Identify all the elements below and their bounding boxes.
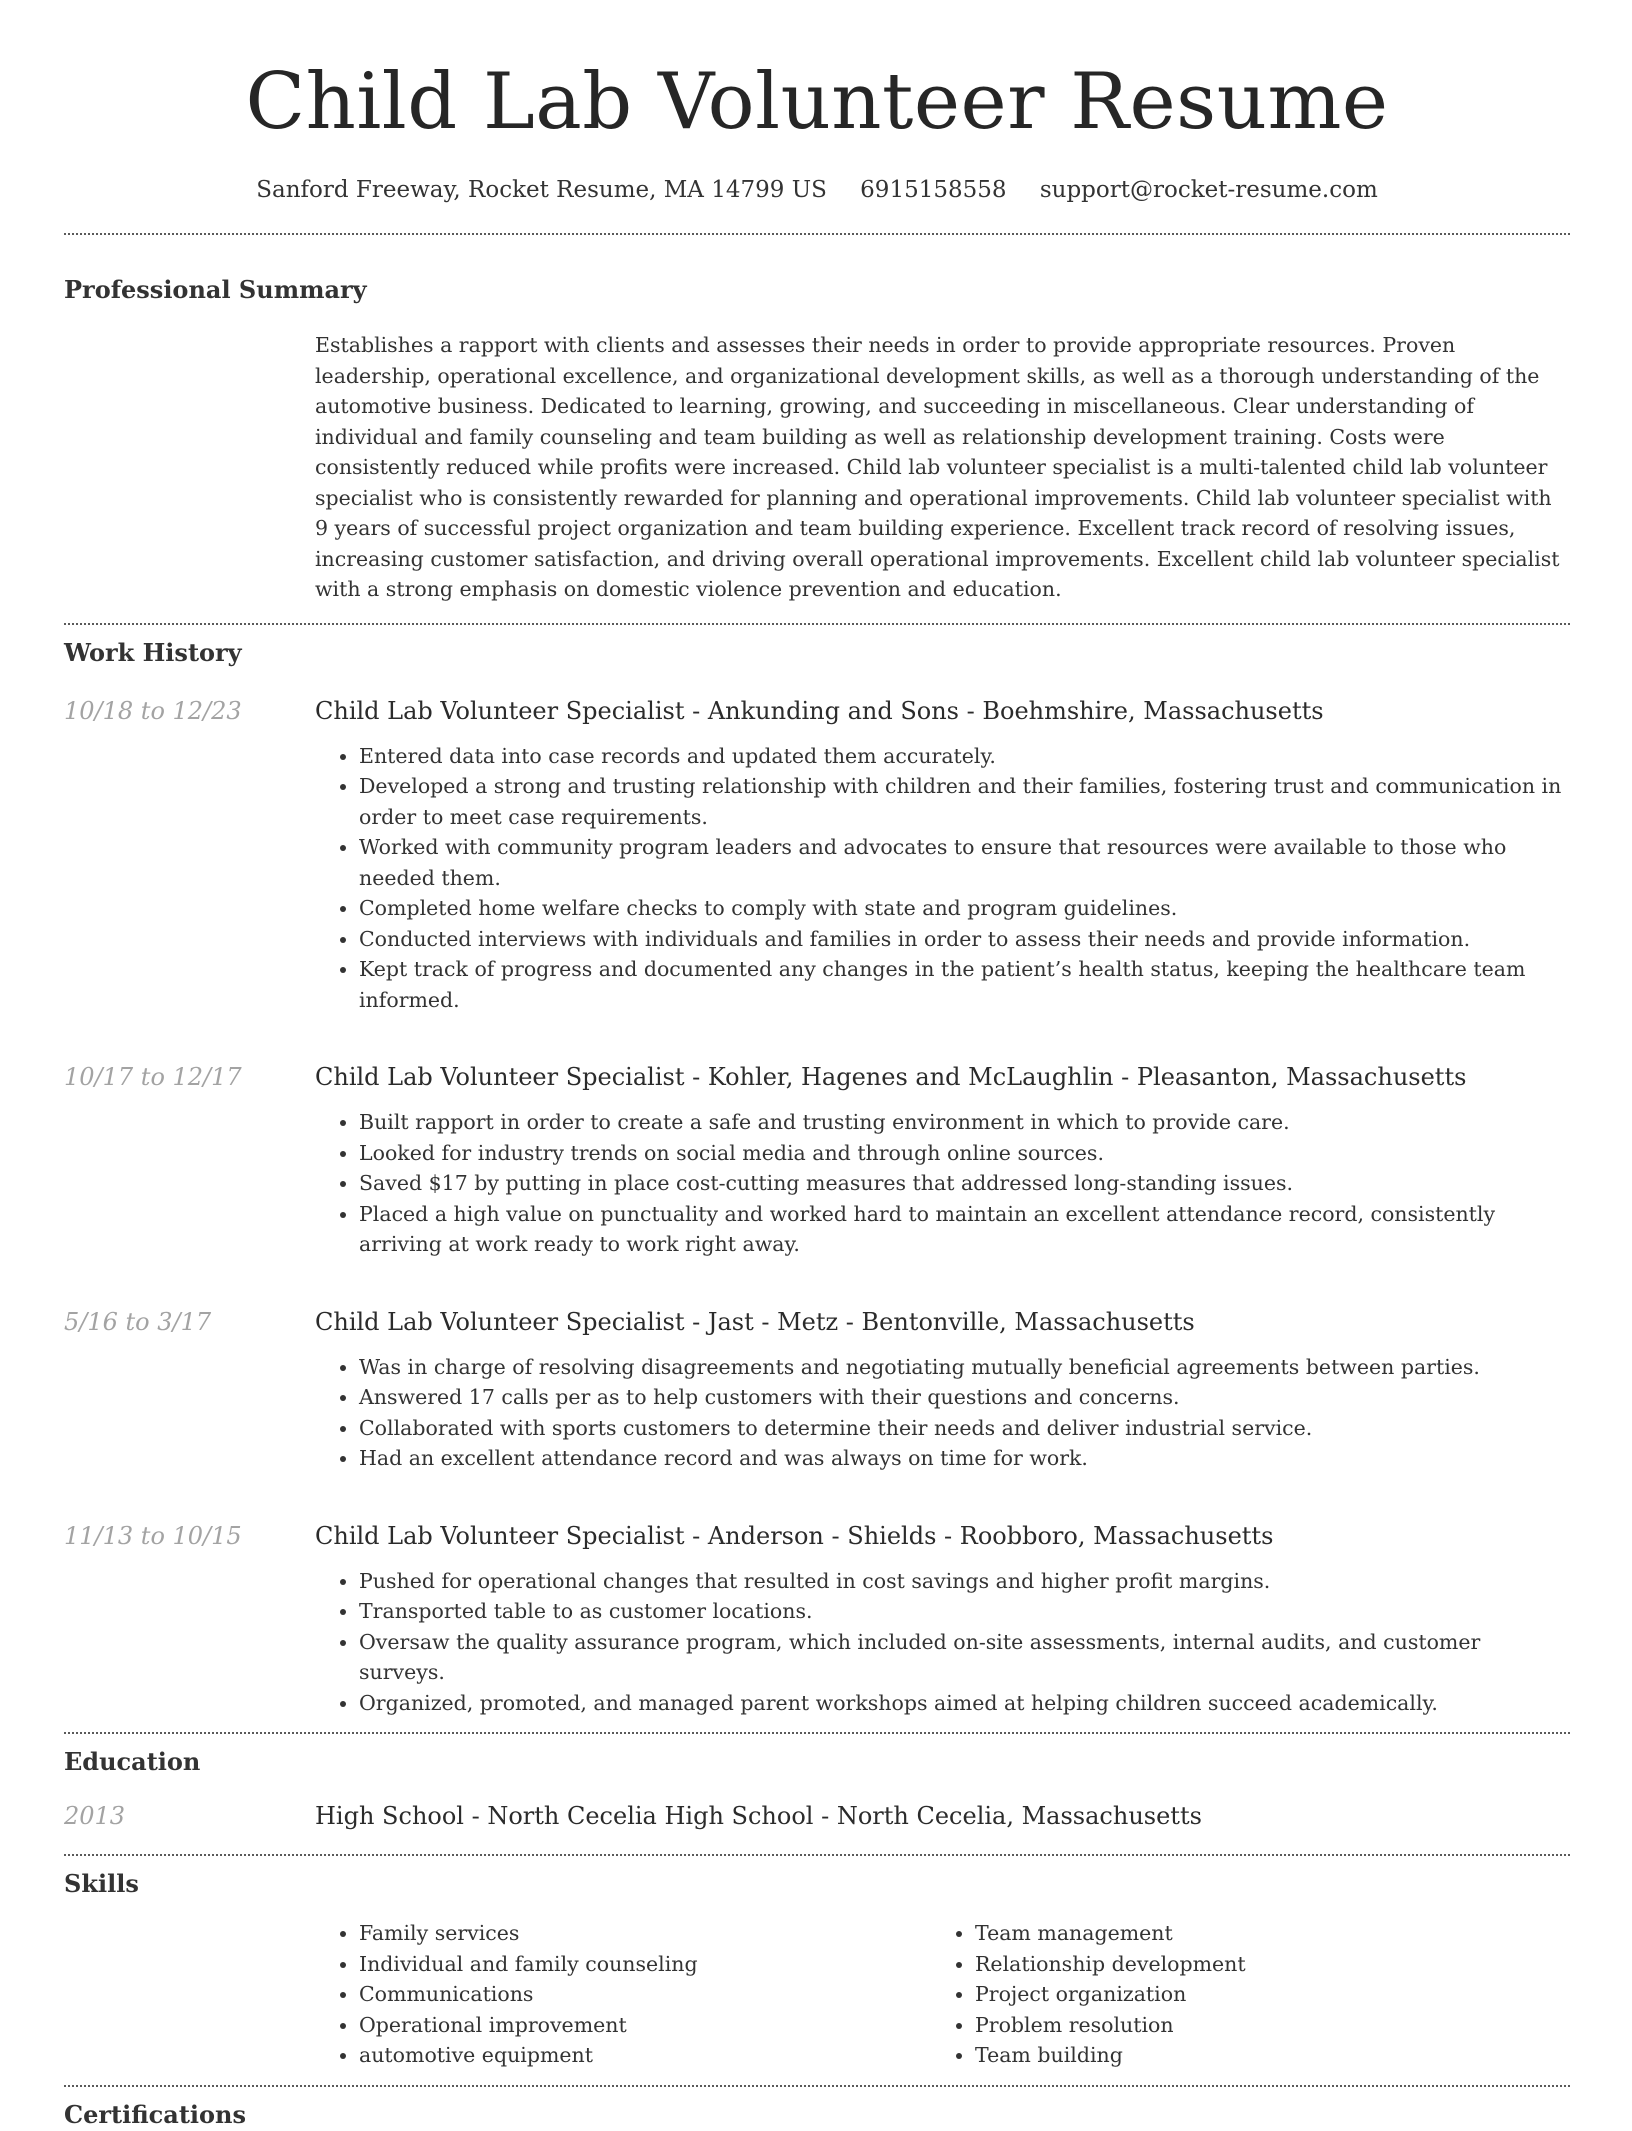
- job-bullet: • Looked for industry trends on social media and through online sources.: [359, 1138, 1570, 1169]
- summary-text: Establishes a rapport with clients and assesses their needs in order to provide appropriate resources. Proven leadership, operational excellence, and organizational development skills, as well as a thorough understanding of the automotive business. Dedicated to learning, growing, and succeeding in miscellaneous. Clear understanding of individual and family counseling and team building as well as relationship development training. Costs were consistently reduced while profits were increased. Child lab volunteer specialist is a multi-talented child lab volunteer specialist who is consistently rewarded for planning and operational improvements. Child lab volunteer specialist with 9 years of successful project organization and team building experience. Excellent track record of resolving issues, increasing customer satisfaction, and driving overall operational improvements. Excellent child lab volunteer specialist with a strong emphasis on domestic violence prevention and education.: [315, 333, 1560, 601]
- job-bullet: • Worked with community program leaders and advocates to ensure that resources were available to those who needed them.: [359, 832, 1570, 893]
- job-dates: 10/17 to 12/17: [64, 1063, 242, 1091]
- skill-item: • Problem resolution: [975, 2010, 1535, 2041]
- section-heading-skills: Skills: [64, 1869, 139, 1898]
- skill-item: • Family services: [359, 1918, 931, 1949]
- skills-list-left: [315, 1918, 931, 2071]
- section-heading-education: Education: [64, 1747, 201, 1776]
- job-bullet: • Pushed for operational changes that resulted in cost savings and higher profit margins.: [359, 1566, 1570, 1597]
- job-bullet: • Developed a strong and trusting relationship with children and their families, fostering trust and communication in order to meet case requirements.: [359, 771, 1570, 832]
- job-bullet: • Was in charge of resolving disagreements and negotiating mutually beneficial agreements between parties.: [359, 1352, 1570, 1383]
- skills-columns: [315, 1918, 1570, 2071]
- skill-item: • Team building: [975, 2040, 1535, 2071]
- divider: [64, 1854, 1570, 1856]
- job-list: [64, 695, 1570, 1719]
- job-bullet: • Transported table to as customer locations.: [359, 1596, 1570, 1627]
- skill-item: • Relationship development: [975, 1949, 1535, 1980]
- job-bullets: [315, 1352, 1570, 1474]
- job-title: Child Lab Volunteer Specialist - Anderson - Shields - Roobboro, Massachusetts: [315, 1521, 1274, 1550]
- job-bullet: • Answered 17 calls per as to help customers with their questions and concerns.: [359, 1382, 1570, 1413]
- contact-line: [64, 174, 1570, 206]
- job-title: Child Lab Volunteer Specialist - Ankunding and Sons - Boehmshire, Massachusetts: [315, 696, 1324, 725]
- skill-item: • Project organization: [975, 1979, 1535, 2010]
- job-dates: 11/13 to 10/15: [64, 1521, 242, 1550]
- job-bullet: • Completed home welfare checks to comply with state and program guidelines.: [359, 893, 1570, 924]
- job-title: Child Lab Volunteer Specialist - Jast - Metz - Bentonville, Massachusetts: [315, 1307, 1195, 1336]
- contact-address: Sanford Freeway, Rocket Resume, MA 14799 US: [256, 177, 827, 203]
- contact-phone: 6915158558: [860, 177, 1007, 203]
- job-bullet: • Built rapport in order to create a safe and trusting environment in which to provide care.: [359, 1107, 1570, 1138]
- job-entry: [64, 1061, 1570, 1260]
- summary-section: [64, 274, 1570, 605]
- divider: [64, 2085, 1570, 2087]
- education-year: 2013: [64, 1802, 126, 1830]
- job-bullet: • Organized, promoted, and managed parent workshops aimed at helping children succeed academically.: [359, 1688, 1570, 1719]
- job-bullet: • Placed a high value on punctuality and worked hard to maintain an excellent attendance record, consistently arriving at work ready to work right away.: [359, 1199, 1570, 1260]
- skill-item: • Communications: [359, 1979, 931, 2010]
- work-history-section: [64, 637, 1570, 1719]
- job-dates: 5/16 to 3/17: [64, 1307, 212, 1336]
- job-entry: [64, 695, 1570, 1016]
- job-bullet: • Oversaw the quality assurance program, which included on-site assessments, internal audits, and customer surveys.: [359, 1627, 1570, 1688]
- skills-section: [64, 1868, 1570, 2071]
- section-heading-certifications: Certifications: [64, 2099, 247, 2129]
- section-heading-work-history: Work History: [64, 637, 242, 667]
- section-heading-summary: Professional Summary: [64, 275, 367, 304]
- job-bullet: • Had an excellent attendance record and was always on time for work.: [359, 1443, 1570, 1474]
- job-bullets: [315, 741, 1570, 1016]
- education-school: High School - North Cecelia High School - North Cecelia, Massachusetts: [315, 1802, 1202, 1830]
- job-bullets: [315, 1566, 1570, 1719]
- skill-item: • Team management: [975, 1918, 1535, 1949]
- job-entry: [64, 1306, 1570, 1474]
- divider: [64, 233, 1570, 235]
- skills-list-right: [931, 1918, 1535, 2071]
- skill-item: • automotive equipment: [359, 2040, 931, 2071]
- education-section: [64, 1746, 1570, 1832]
- job-bullet: • Saved $17 by putting in place cost-cutting measures that addressed long-standing issues.: [359, 1168, 1570, 1199]
- job-entry: [64, 1520, 1570, 1719]
- job-bullet: • Entered data into case records and updated them accurately.: [359, 741, 1570, 772]
- divider: [64, 623, 1570, 625]
- job-title: Child Lab Volunteer Specialist - Kohler, Hagenes and McLaughlin - Pleasanton, Massachusetts: [315, 1063, 1467, 1091]
- skill-item: • Individual and family counseling: [359, 1949, 931, 1980]
- contact-email: support@rocket-resume.com: [1039, 177, 1378, 203]
- job-bullet: • Conducted interviews with individuals and families in order to assess their needs and provide information.: [359, 924, 1570, 955]
- job-bullets: [315, 1107, 1570, 1260]
- education-entry: [64, 1800, 1570, 1832]
- resume-title: Child Lab Volunteer Resume: [245, 57, 1389, 147]
- resume-page: [64, 0, 1570, 2131]
- job-dates: 10/18 to 12/23: [64, 696, 242, 725]
- job-bullet: • Kept track of progress and documented any changes in the patient’s health status, keeping the healthcare team informed.: [359, 954, 1570, 1015]
- divider: [64, 1732, 1570, 1734]
- job-bullet: • Collaborated with sports customers to determine their needs and deliver industrial service.: [359, 1413, 1570, 1444]
- skill-item: • Operational improvement: [359, 2010, 931, 2041]
